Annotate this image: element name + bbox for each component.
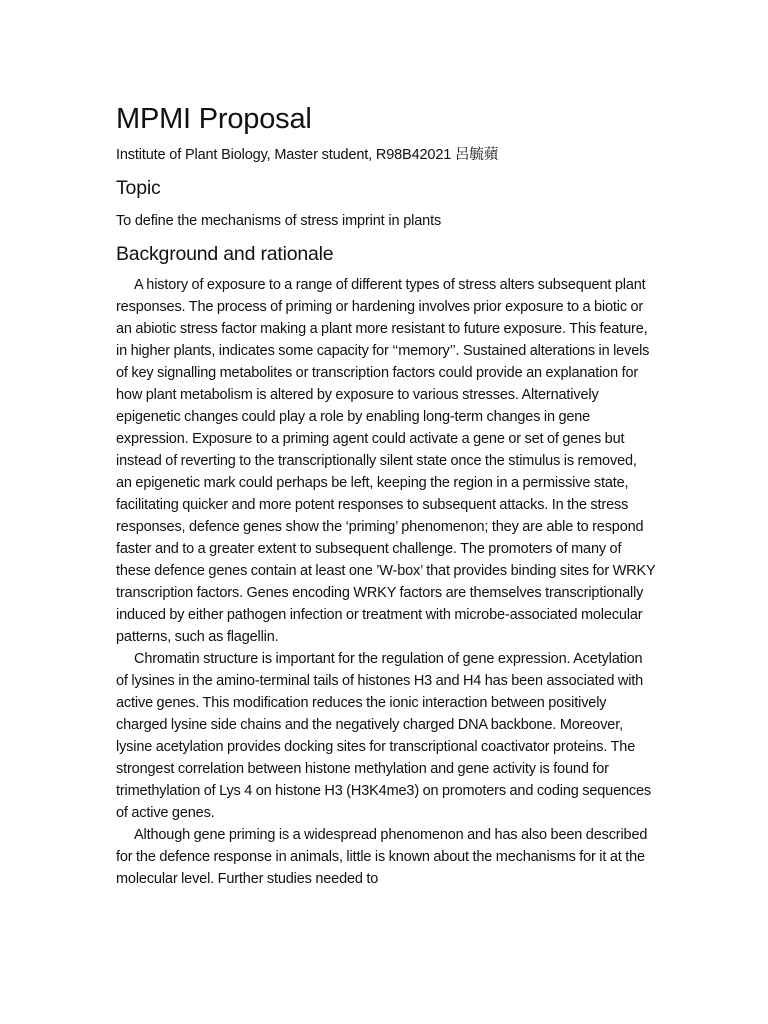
section-heading-topic: Topic (116, 177, 161, 199)
background-paragraph-3: Although gene priming is a widespread phenomenon and has also been described for the defence response in animals, little is known about the mechanisms for it at the molecular level. Further studies needed to (116, 827, 648, 887)
background-paragraph-1: A history of exposure to a range of different types of stress alters subsequent plant responses. The process of priming or hardening involves prior exposure to a biotic or an abiotic stress factor making a plant more resistant to future exposure. This feature, in higher plants, indicates some capacity for ‘‘memory’’. Sustained alterations in levels of key signalling metabolites or transcription factors could provide an explanation for how plant metabolism is altered by exposure to various stresses. Alternatively epigenetic changes could play a role by enabling long-term changes in gene expression. Exposure to a priming agent could activate a gene or set of genes but instead of reverting to the transcriptionally silent state once the stimulus is removed, an epigenetic mark could perhaps be left, keeping the region in a permissive state, facilitating quicker and more potent responses to subsequent attacks. In the stress responses, defence genes show the ‘priming’ phenomenon; they are able to respond faster and to a greater extent to subsequent challenge. The promoters of many of these defence genes contain at least one ’W-box’ that provides binding sites for WRKY transcription factors. Genes encoding WRKY factors are themselves transcriptionally induced by either pathogen infection or treatment with microbe-associated molecular patterns, such as flagellin. (116, 277, 656, 645)
document-page (116, 100, 656, 890)
section-heading-background: Background and rationale (116, 243, 334, 265)
author-affiliation: Institute of Plant Biology, Master student, R98B42021 呂毓蘋 (116, 147, 499, 163)
background-paragraph-2: Chromatin structure is important for the regulation of gene expression. Acetylation of lysines in the amino-terminal tails of histones H3 and H4 has been associated with active genes. This modification reduces the ionic interaction between positively charged lysine side chains and the negatively charged DNA backbone. Moreover, lysine acetylation provides docking sites for transcriptional coactivator proteins. The strongest correlation between histone methylation and gene activity is found for trimethylation of Lys 4 on histone H3 (H3K4me3) on promoters and coding sequences of active genes. (116, 651, 652, 821)
topic-text: To define the mechanisms of stress imprint in plants (116, 213, 442, 229)
document-title: MPMI Proposal (116, 103, 312, 135)
